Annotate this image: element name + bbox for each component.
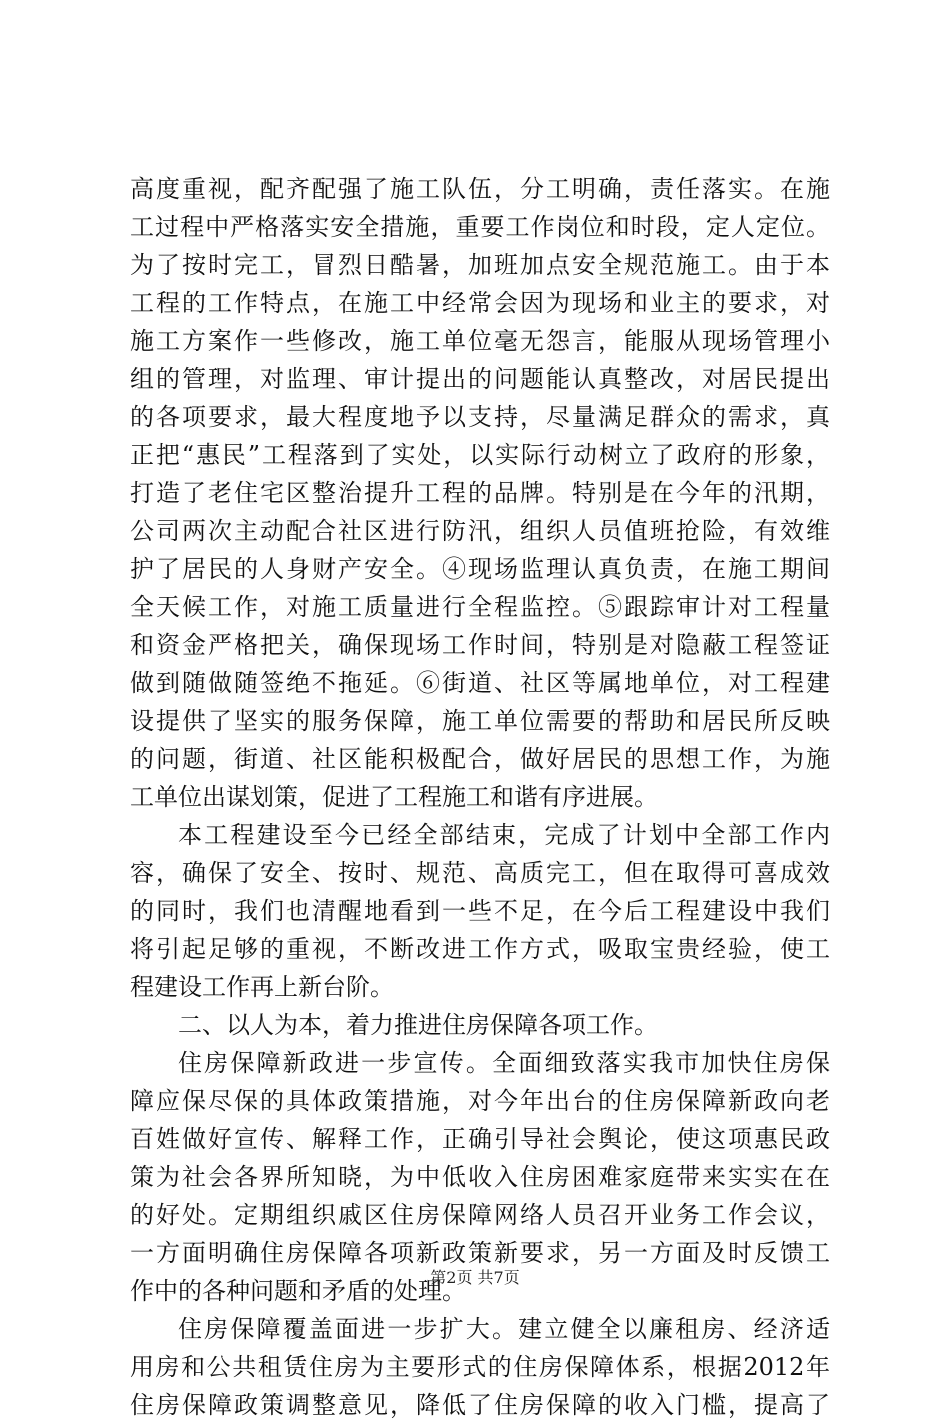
text-line: 策为社会各界所知晓，为中低收入住房困难家庭带来实实在在 — [130, 1163, 830, 1191]
section-heading: 二、以人为本，着力推进住房保障各项工作。 — [178, 1011, 658, 1039]
text-line: 全天候工作，对施工质量进行全程监控。⑤跟踪审计对工程量 — [130, 593, 830, 621]
text-line: 打造了老住宅区整治提升工程的品牌。特别是在今年的汛期， — [130, 479, 830, 507]
text-line: 和资金严格把关，确保现场工作时间，特别是对隐蔽工程签证 — [130, 631, 830, 659]
text-line: 用房和公共租赁住房为主要形式的住房保障体系，根据2012年 — [130, 1353, 830, 1381]
text-line: 的同时，我们也清醒地看到一些不足，在今后工程建设中我们 — [130, 897, 830, 925]
paragraph-start-line: 住房保障覆盖面进一步扩大。建立健全以廉租房、经济适 — [178, 1315, 830, 1343]
paragraph-start-line: 本工程建设至今已经全部结束，完成了计划中全部工作内 — [178, 821, 830, 849]
body-text — [130, 170, 830, 1424]
text-line: 一方面明确住房保障各项新政策新要求，另一方面及时反馈工 — [130, 1239, 830, 1267]
text-line: 的各项要求，最大程度地予以支持，尽量满足群众的需求，真 — [130, 403, 830, 431]
text-line: 工程的工作特点，在施工中经常会因为现场和业主的要求，对 — [130, 289, 830, 317]
paragraph-start-line: 住房保障新政进一步宣传。全面细致落实我市加快住房保 — [178, 1049, 830, 1077]
text-line: 护了居民的人身财产安全。④现场监理认真负责，在施工期间 — [130, 555, 830, 583]
text-line: 工过程中严格落实安全措施，重要工作岗位和时段，定人定位。 — [130, 213, 830, 241]
text-line: 组的管理，对监理、审计提出的问题能认真整改，对居民提出 — [130, 365, 830, 393]
text-line: 高度重视，配齐配强了施工队伍，分工明确，责任落实。在施 — [130, 175, 830, 203]
text-line: 百姓做好宣传、解释工作，正确引导社会舆论，使这项惠民政 — [130, 1125, 830, 1153]
text-line: 的问题，街道、社区能积极配合，做好居民的思想工作，为施 — [130, 745, 830, 773]
text-line: 将引起足够的重视，不断改进工作方式，吸取宝贵经验，使工 — [130, 935, 830, 963]
text-line: 程建设工作再上新台阶。 — [130, 973, 394, 1001]
text-line: 正把“惠民”工程落到了实处，以实际行动树立了政府的形象， — [130, 441, 830, 469]
page-footer: 第2页 共7页 — [430, 1268, 520, 1287]
text-line: 为了按时完工，冒烈日酷暑，加班加点安全规范施工。由于本 — [130, 251, 830, 279]
text-line: 工单位出谋划策，促进了工程施工和谐有序进展。 — [130, 783, 658, 811]
text-line: 作中的各种问题和矛盾的处理。 — [130, 1277, 466, 1305]
text-line: 做到随做随签绝不拖延。⑥街道、社区等属地单位，对工程建 — [130, 669, 830, 697]
text-line: 施工方案作一些修改，施工单位毫无怨言，能服从现场管理小 — [130, 327, 830, 355]
text-line: 的好处。定期组织戚区住房保障网络人员召开业务工作会议， — [130, 1201, 830, 1229]
text-line: 公司两次主动配合社区进行防汛，组织人员值班抢险，有效维 — [130, 517, 830, 545]
text-line: 障应保尽保的具体政策措施，对今年出台的住房保障新政向老 — [130, 1087, 830, 1115]
text-line: 住房保障政策调整意见，降低了住房保障的收入门槛，提高了 — [130, 1391, 830, 1419]
text-line: 设提供了坚实的服务保障，施工单位需要的帮助和居民所反映 — [130, 707, 830, 735]
text-line: 容，确保了安全、按时、规范、高质完工，但在取得可喜成效 — [130, 859, 830, 887]
